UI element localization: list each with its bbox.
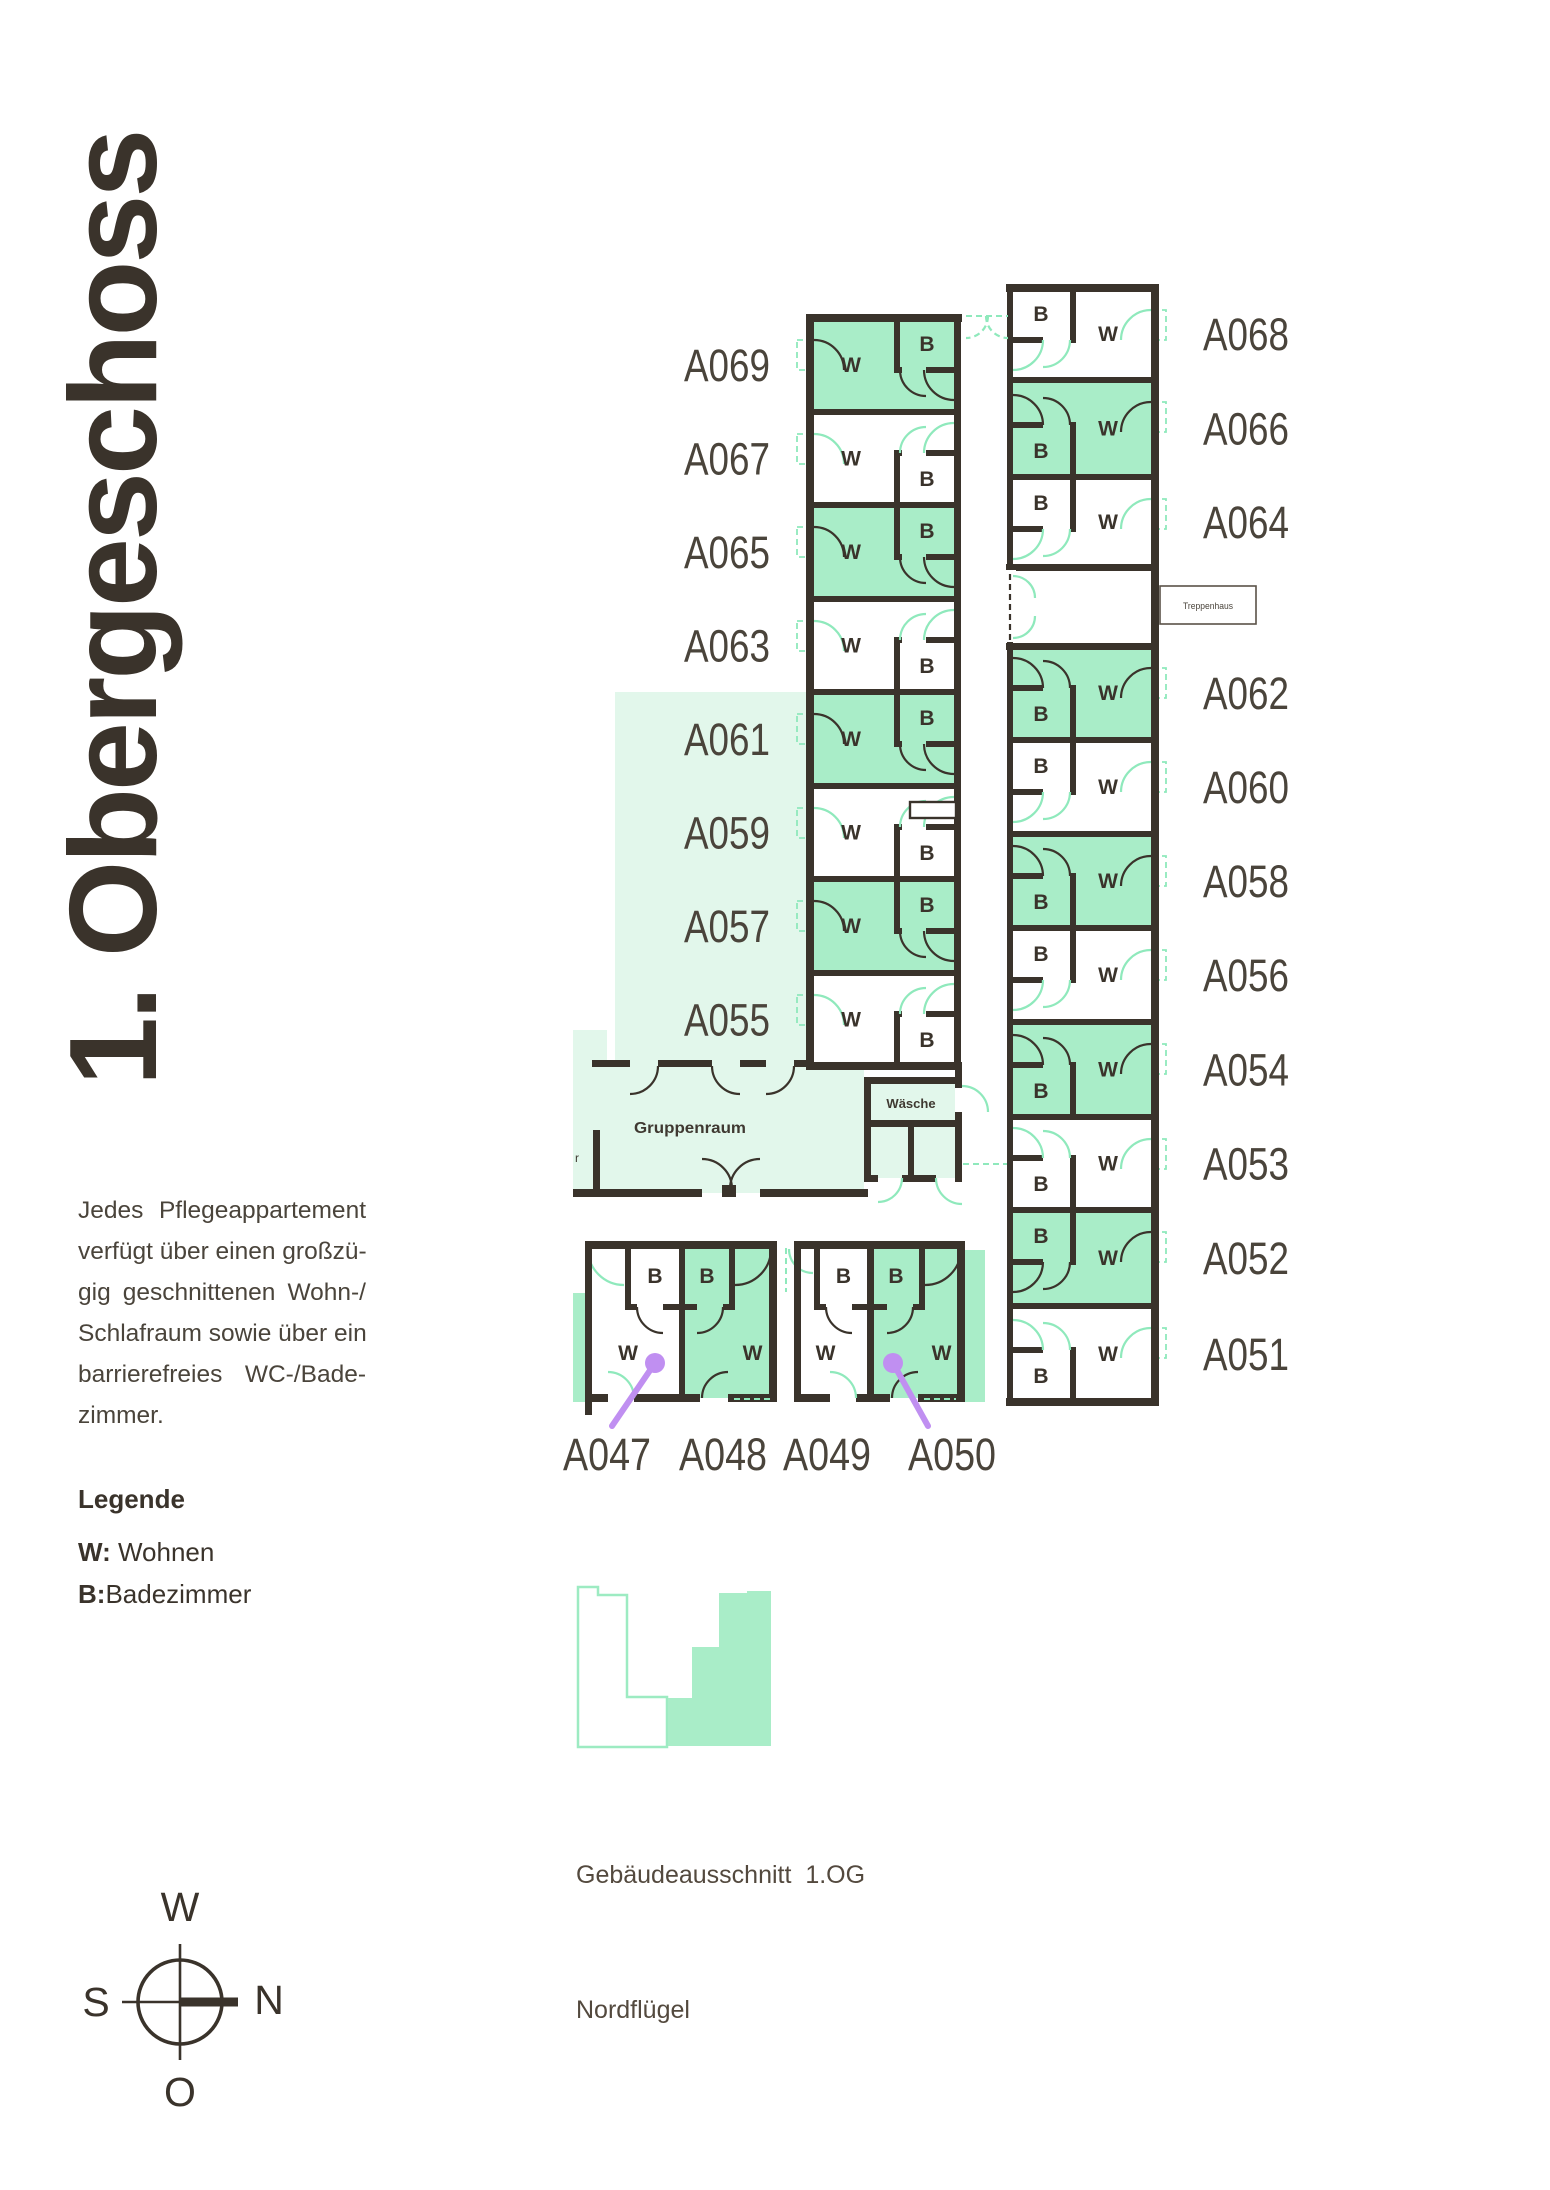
room-letter-b: B <box>835 1265 852 1288</box>
wall <box>1010 474 1151 480</box>
wall <box>1010 831 1151 837</box>
unit-floor <box>810 879 958 973</box>
wall <box>1013 422 1043 428</box>
wall <box>913 1304 925 1310</box>
wall <box>769 1241 777 1402</box>
unit-label-A050: A050 <box>908 1429 996 1480</box>
unit-floor <box>810 412 958 505</box>
unit-A052 <box>1010 1210 1289 1306</box>
room-letter-w: W <box>1098 417 1118 441</box>
room-letter-b: B <box>1033 891 1049 914</box>
unit-floor <box>1010 380 1155 477</box>
wall <box>1006 564 1159 571</box>
unit-A060 <box>1010 740 1289 834</box>
wall <box>894 692 900 747</box>
wall <box>1070 1210 1076 1265</box>
wall <box>1070 873 1076 928</box>
unit-floor <box>682 1245 773 1398</box>
description-line: gig geschnittenen Wohn-/ <box>78 1279 366 1306</box>
unit-floor <box>1010 740 1155 834</box>
wall <box>1010 737 1151 743</box>
wall <box>729 1245 735 1307</box>
shaft-box <box>910 802 956 818</box>
wall <box>955 1066 962 1088</box>
door-arc-icon <box>1013 616 1035 638</box>
door-arc-icon <box>986 316 1008 338</box>
unit-floor <box>592 1245 682 1398</box>
wall <box>1010 1303 1151 1309</box>
corridor-doors <box>963 316 1008 1164</box>
room-letter-w: W <box>1098 964 1118 987</box>
wall <box>919 1245 925 1307</box>
legend-label-badezimmer: Badezimmer <box>105 1579 252 1609</box>
unit-label-A058: A058 <box>1203 856 1289 907</box>
room-letter-b: B <box>1033 1080 1049 1103</box>
wall <box>902 1175 936 1182</box>
unit-label-A048: A048 <box>679 1429 767 1480</box>
wall <box>723 1304 735 1310</box>
room-letter-w: W <box>841 1008 861 1032</box>
unit-A069 <box>684 318 958 412</box>
wall <box>1013 337 1043 343</box>
room-letter-w: W <box>1098 323 1118 346</box>
wall <box>806 314 962 322</box>
wall <box>625 1304 637 1310</box>
compass-label-sued: S <box>82 1979 110 2025</box>
room-letter-w: W <box>815 1342 836 1365</box>
wall <box>810 970 954 976</box>
compass-north-bar <box>180 1998 238 2007</box>
room-letter-b: B <box>919 468 935 491</box>
room-letter-w: W <box>1098 1343 1118 1366</box>
unit-A066 <box>1010 380 1289 477</box>
unit-floor <box>1010 1306 1155 1402</box>
wall <box>867 1245 874 1398</box>
legend-key-w: W: <box>78 1537 111 1567</box>
room-label-waesche: Wäsche <box>886 1096 936 1111</box>
wall <box>856 1394 890 1402</box>
compass-label-ost: O <box>164 2069 196 2115</box>
wall <box>794 1241 801 1398</box>
room-letter-w: W <box>1098 1058 1118 1082</box>
wall <box>810 502 954 508</box>
legend-key-b: B: <box>78 1579 106 1609</box>
description-line: Schlafraum sowie über ein <box>78 1320 367 1347</box>
unit-label-A068: A068 <box>1203 309 1289 360</box>
zone-notch <box>573 1030 607 1063</box>
room-label-gruppenraum: Gruppenraum <box>634 1120 746 1137</box>
room-letter-w: W <box>841 821 861 845</box>
wall <box>1151 284 1159 1406</box>
wall <box>864 1120 962 1127</box>
unit-floor <box>810 599 958 692</box>
wall <box>679 1245 685 1398</box>
unit-label-A063: A063 <box>684 620 770 672</box>
wall <box>592 1060 630 1067</box>
wall <box>908 1127 914 1178</box>
compass-label-nord: N <box>254 1977 284 2023</box>
room-letter-w: W <box>841 354 861 377</box>
wall <box>1007 284 1013 1398</box>
unit-label-A065: A065 <box>684 527 770 578</box>
staircase <box>1004 570 1256 642</box>
room-letter-b: B <box>1033 1365 1049 1388</box>
unit-floor <box>798 1245 871 1398</box>
page-title: 1. Obergeschoss <box>45 131 183 1086</box>
wall <box>634 1394 700 1402</box>
room-letter-b: B <box>1033 440 1049 463</box>
wall <box>1013 1259 1043 1265</box>
wall <box>957 1241 965 1402</box>
legend-label-wohnen: Wohnen <box>117 1537 215 1567</box>
unit-label-A057: A057 <box>684 901 770 952</box>
room-letter-w: W <box>618 1342 638 1365</box>
unit-A068 <box>1010 288 1289 380</box>
unit-floor <box>1010 646 1155 740</box>
door-arc-icon <box>878 1178 902 1202</box>
wall <box>926 554 954 560</box>
wall <box>585 1241 592 1415</box>
wall <box>1013 526 1043 532</box>
room-letter-w: W <box>841 915 861 938</box>
wall <box>1013 1062 1043 1068</box>
room-letter-w: W <box>1098 511 1118 534</box>
wall <box>926 637 954 643</box>
unit-floor <box>1010 834 1155 928</box>
wall <box>1010 1207 1151 1213</box>
room-letter-b: B <box>919 842 935 865</box>
room-letter-w: W <box>841 447 861 471</box>
wall <box>1010 377 1151 383</box>
room-letter-w: W <box>1098 776 1118 799</box>
unit-floor <box>810 692 958 786</box>
unit-A064 <box>1010 477 1289 567</box>
wall <box>1010 1019 1151 1025</box>
legend-heading: Legende <box>78 1484 185 1514</box>
wall <box>810 876 954 882</box>
building-outline <box>578 1587 667 1747</box>
unit-label-A069: A069 <box>684 340 770 391</box>
unit-A053 <box>1010 1117 1289 1210</box>
unit-floor <box>1010 288 1155 380</box>
unit-A063 <box>684 599 958 692</box>
wall <box>894 1011 900 1066</box>
unit-label-A047: A047 <box>563 1429 651 1480</box>
description-line: zimmer. <box>78 1402 164 1429</box>
room-letter-w: W <box>841 541 861 564</box>
wall <box>794 1060 810 1067</box>
unit-floor <box>810 786 958 879</box>
room-letter-w: W <box>1098 870 1118 893</box>
wall <box>1070 685 1076 740</box>
unit-label-A054: A054 <box>1203 1044 1289 1096</box>
unit-floor <box>810 318 958 412</box>
unit-label-A055: A055 <box>684 994 770 1046</box>
room-letter-b: B <box>1033 1225 1049 1248</box>
wall <box>1070 1155 1076 1210</box>
wall <box>1070 288 1076 343</box>
wall <box>1070 740 1076 795</box>
wall <box>1070 928 1076 983</box>
unit-floor <box>1010 1210 1155 1306</box>
wall <box>926 450 954 456</box>
description-line: barrierefreies WC-/Bade- <box>78 1361 366 1388</box>
compass-rose <box>82 1884 283 2115</box>
floor-plan <box>563 284 1289 1480</box>
wall <box>1013 1155 1043 1161</box>
description-line: verfügt über einen großzü- <box>78 1238 367 1265</box>
unit-label-A062: A062 <box>1203 668 1289 719</box>
room-letter-w: W <box>841 728 861 751</box>
room-letter-b: B <box>919 655 935 678</box>
room-letter-b: B <box>1033 943 1049 966</box>
room-letter-b: B <box>647 1265 663 1288</box>
room-letter-w: W <box>1098 1152 1118 1176</box>
wall <box>794 1241 965 1249</box>
unit-floor <box>810 973 958 1066</box>
unit-A048 <box>679 1245 773 1480</box>
room-label-treppenhaus: Treppenhaus <box>1183 601 1234 612</box>
wall <box>1070 422 1076 477</box>
unit-label-A049: A049 <box>783 1429 871 1480</box>
wall <box>955 1112 962 1182</box>
room-label-clipped: r <box>575 1151 579 1165</box>
wall <box>585 1394 608 1402</box>
unit-label-A064: A064 <box>1203 497 1289 548</box>
wall <box>1013 1347 1043 1353</box>
caption-line-1: Gebäudeausschnitt 1.OG <box>576 1861 866 1889</box>
wall <box>954 314 961 1066</box>
wall <box>573 1189 702 1197</box>
caption-line-2: Nordflügel <box>576 1996 690 2024</box>
building-cutout-icon <box>578 1587 771 1747</box>
unit-floor <box>1010 928 1155 1022</box>
unit-label-A052: A052 <box>1203 1233 1289 1284</box>
wall <box>625 1245 631 1307</box>
unit-floor <box>871 1245 961 1398</box>
wall <box>894 450 900 505</box>
unit-A051 <box>1010 1306 1289 1402</box>
unit-label-A066: A066 <box>1203 403 1289 455</box>
unit-floor <box>810 505 958 599</box>
unit-A062 <box>1010 646 1289 740</box>
clipped-unit-sliver <box>573 1293 585 1402</box>
wall <box>894 824 900 879</box>
wall <box>864 1077 871 1182</box>
wall <box>1006 1398 1159 1406</box>
wall <box>1010 1114 1151 1120</box>
unit-A065 <box>684 505 958 599</box>
wall <box>810 596 954 602</box>
wall <box>894 505 900 560</box>
room-letter-b: B <box>919 333 935 356</box>
wall <box>1013 977 1043 983</box>
door-arc-icon <box>962 1086 988 1112</box>
wall <box>806 1062 962 1070</box>
wall <box>658 1060 712 1067</box>
wall <box>1013 685 1043 691</box>
unit-label-A061: A061 <box>684 714 770 765</box>
room-letter-w: W <box>1098 1247 1118 1270</box>
unit-floor <box>1010 1117 1155 1210</box>
room-letter-b: B <box>1033 492 1049 515</box>
room-letter-b: B <box>919 520 935 543</box>
room-letter-b: B <box>919 707 935 730</box>
room-letter-b: B <box>1033 755 1049 778</box>
wall <box>814 1304 826 1310</box>
wall <box>760 1189 868 1197</box>
room-letter-b: B <box>919 1029 935 1052</box>
door-arc-icon <box>966 316 988 338</box>
room-letter-b: B <box>919 894 935 917</box>
wall <box>810 783 954 789</box>
unit-label-A067: A067 <box>684 433 770 485</box>
building-highlighted-wing <box>668 1591 771 1746</box>
wall <box>1070 1347 1076 1402</box>
door-arc-icon <box>1013 576 1035 598</box>
unit-label-A053: A053 <box>1203 1138 1289 1190</box>
wall <box>926 824 954 830</box>
wall <box>740 1060 766 1067</box>
room-letter-w: W <box>841 634 861 658</box>
wall <box>1013 873 1043 879</box>
unit-A067 <box>684 412 958 505</box>
room-letter-b: B <box>1033 1173 1049 1196</box>
wall <box>894 637 900 692</box>
marker-dot-a047 <box>645 1353 665 1373</box>
wall <box>926 741 954 747</box>
room-letter-w: W <box>931 1342 952 1365</box>
room-letter-b: B <box>1033 703 1049 726</box>
wall <box>1070 1062 1076 1117</box>
wall <box>926 1011 954 1017</box>
clipped-unit-sliver <box>965 1250 985 1402</box>
wall <box>810 409 954 415</box>
wall <box>593 1130 600 1197</box>
wall <box>794 1394 830 1402</box>
unit-label-A060: A060 <box>1203 762 1289 813</box>
unit-label-A059: A059 <box>684 807 770 859</box>
wall <box>814 1245 820 1307</box>
room-letter-b: B <box>699 1265 715 1288</box>
wall <box>864 1077 962 1084</box>
wall <box>894 879 900 934</box>
room-letter-w: W <box>742 1342 763 1365</box>
unit-label-A051: A051 <box>1203 1329 1289 1380</box>
compass-label-west: W <box>160 1884 200 1930</box>
room-letter-b: B <box>888 1265 904 1288</box>
wall <box>926 367 954 373</box>
unit-A058 <box>1010 834 1289 928</box>
wall <box>1006 643 1159 650</box>
wall <box>1010 925 1151 931</box>
room-letter-w: W <box>1098 682 1118 705</box>
description-line: Jedes Pflegeappartement <box>78 1197 366 1224</box>
wall <box>1070 477 1076 532</box>
wall <box>894 318 900 373</box>
marker-dot-a050 <box>883 1353 903 1373</box>
unit-floor <box>1010 1022 1155 1117</box>
room-letter-b: B <box>1033 303 1049 326</box>
wall <box>1013 789 1043 795</box>
wall <box>926 928 954 934</box>
wall <box>810 689 954 695</box>
unit-A054 <box>1010 1022 1289 1117</box>
wall <box>1006 284 1159 292</box>
unit-label-A056: A056 <box>1203 950 1289 1001</box>
unit-A056 <box>1010 928 1289 1022</box>
